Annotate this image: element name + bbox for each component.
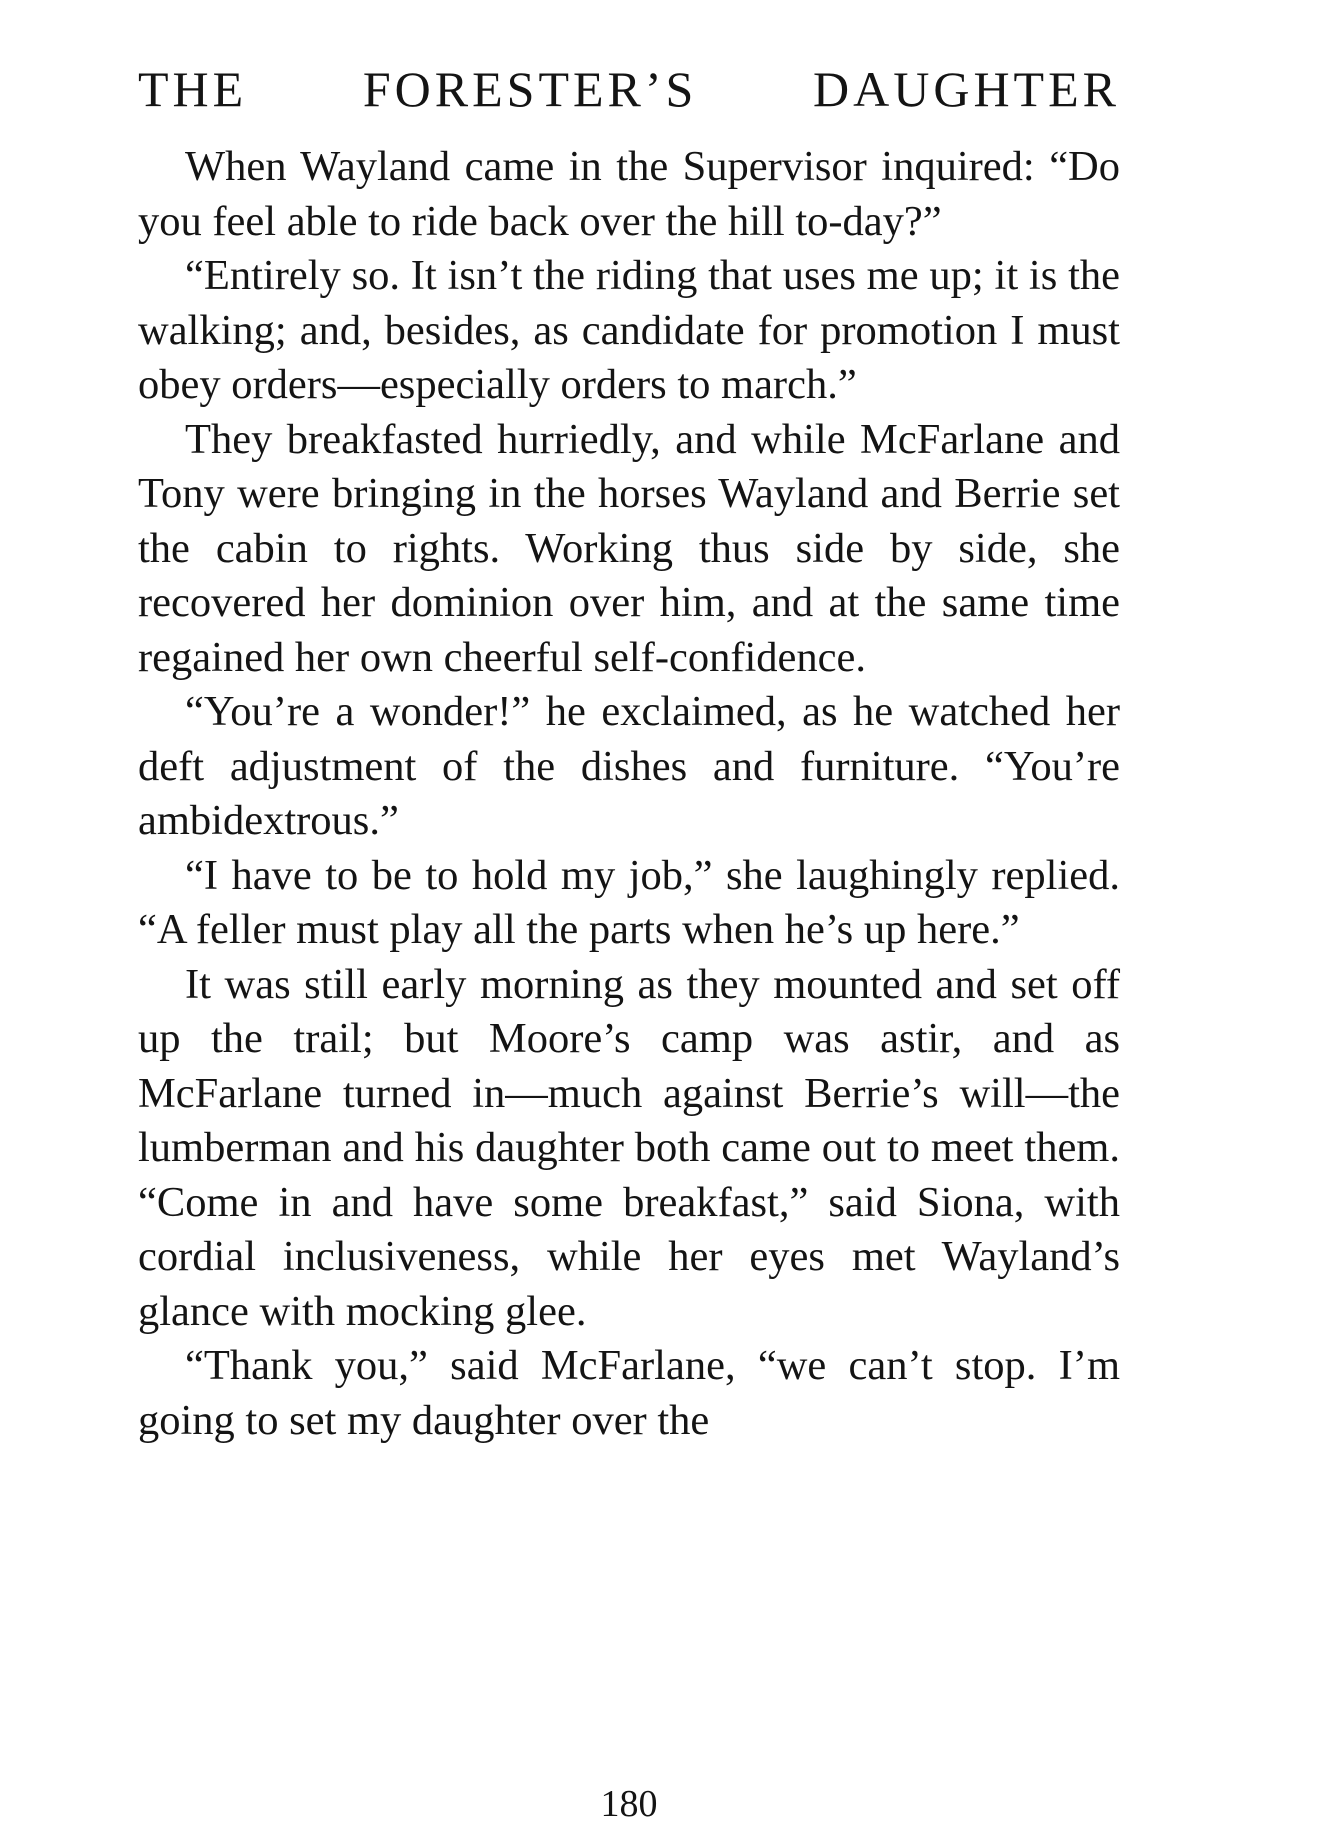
paragraph: It was still early morning as they mounted and set off up the trail; but Moore’s camp was astir, and as McFarlane turned in—much against Berrie’s will—the lumberman and his daughter both came out to meet them. “Come in and have some breakfast,” said Siona, with cordial inclusiveness, while her eyes met Wayland’s glance with mocking glee.: [138, 960, 1120, 1335]
paragraph: When Wayland came in the Supervisor inquired: “Do you feel able to ride back over the hill to-day?”: [138, 143, 1120, 245]
paragraph: “Thank you,” said McFarlane, “we can’t stop. I’m going to set my daughter over the: [138, 1342, 1120, 1444]
paragraph: “You’re a wonder!” he exclaimed, as he watched her deft adjustment of the dishes and furniture. “You’re ambidextrous.”: [138, 688, 1120, 844]
paragraph: They breakfasted hurriedly, and while McFarlane and Tony were bringing in the horses Wayland and Berrie set the cabin to rights. Working thus side by side, she recovered her dominion over him, and at the same time regained her own cheerful self-confidence.: [138, 415, 1120, 681]
page-number: 180: [600, 1783, 658, 1825]
body-text: [138, 140, 1120, 1448]
paragraph: “I have to be to hold my job,” she laughingly replied. “A feller must play all the parts when he’s up here.”: [138, 851, 1120, 953]
paragraph: “Entirely so. It isn’t the riding that uses me up; it is the walking; and, besides, as candidate for promotion I must obey orders—especially orders to march.”: [138, 252, 1120, 408]
running-head: THE FORESTER’S DAUGHTER: [138, 61, 1120, 117]
book-page: [138, 48, 1120, 1825]
